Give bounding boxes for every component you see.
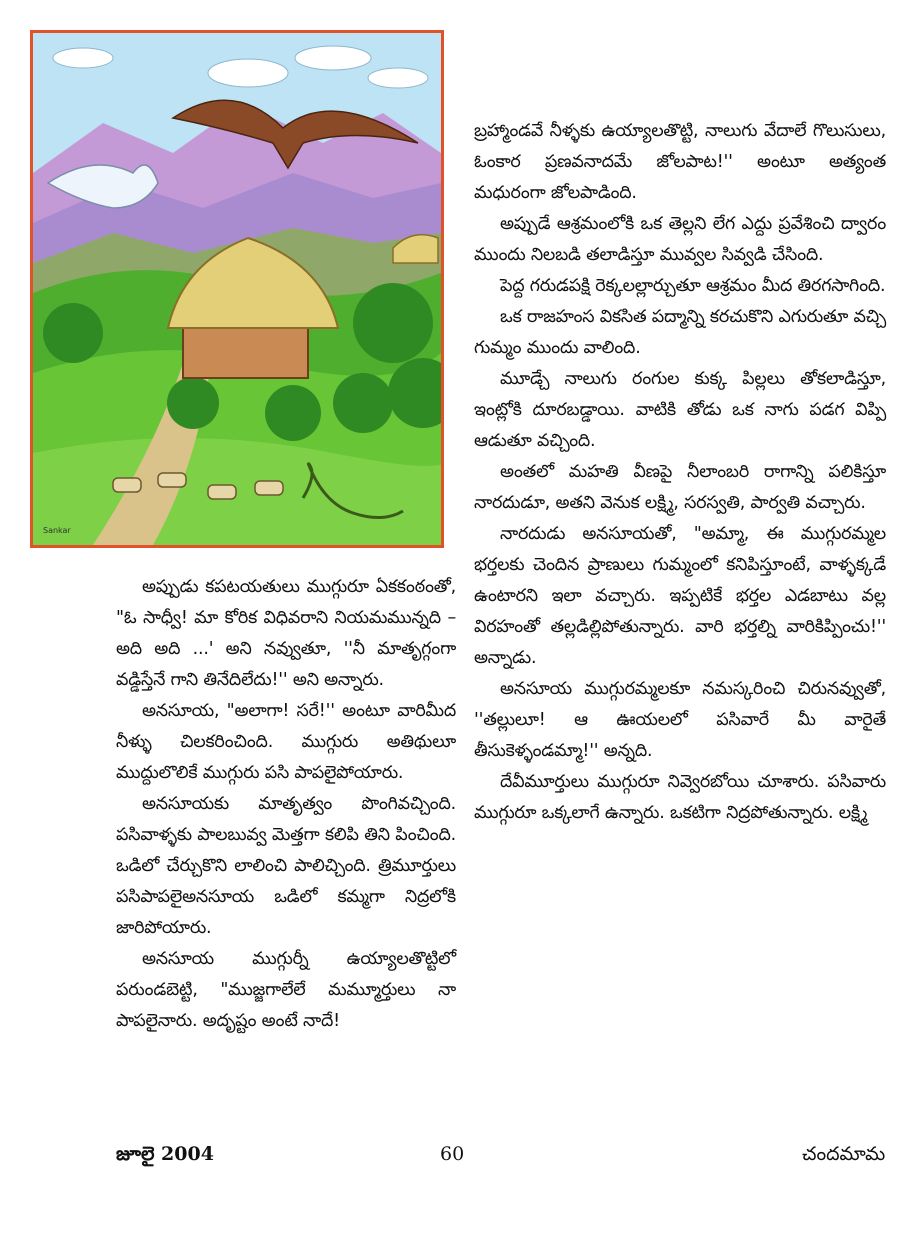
paragraph: అనసూయ, "అలాగా! సరే!'' అంటూ వారిమీద నీళ్ళు చిలకరించింది. ముగ్గురు అతిథులూ ముద్దులొలికే ముగ్గురు పసి పాపలైపోయారు. — [116, 701, 456, 783]
paragraph: మూడ్చే నాలుగు రంగుల కుక్క పిల్లలు తోకలాడిస్తూ, ఇంట్లోకి దూరబడ్డాయి. వాటికి తోడు ఒక నాగు పడగ విప్పి ఆడుతూ వచ్చింది. — [474, 369, 886, 451]
paragraph: నారదుడు అనసూయతో, "అమ్మా, ఈ ముగ్గురమ్మల భర్తలకు చెందిన ప్రాణులు గుమ్మంలో కనిపిస్తూంటే, వాళ్ళక్కడే ఉంటారని ఇలా వచ్చారు. ఇప్పటికే భర్తల ఎడబాటు వల్ల విరహంతో తల్లడిల్లిపోతున్నారు. వారి భర్తల్ని వారికిప్పించు!'' అన్నాడు. — [474, 524, 886, 668]
illustration-signature: Sankar — [43, 526, 71, 535]
paragraph: అంతలో మహతి వీణపై నీలాంబరి రాగాన్ని పలికిస్తూ నారదుడూ, అతని వెనుక లక్ష్మి, సరస్వతి, పార్వతి వచ్చారు. — [474, 462, 886, 513]
paragraph: అనసూయ ముగ్గురమ్మలకూ నమస్కరించి చిరునవ్వుతో, ''తల్లులూ! ఆ ఊయలలో పసివారే మీ వారైతే తీసుకెళ్ళండమ్మా!'' అన్నది. — [474, 679, 886, 761]
paragraph: అనసూయ ముగ్గుర్నీ ఉయ్యాలతొట్టిలో పరుండబెట్టి, "ముజ్జగాలేలే మమ్మూర్తులు నా పాపలైనారు. అదృష్టం అంటే నాదే! — [116, 949, 456, 1031]
story-illustration — [30, 30, 444, 548]
paragraph: దేవీమూర్తులు ముగ్గురూ నివ్వెరబోయి చూశారు. పసివారు ముగ్గురూ ఒక్కలాగే ఉన్నారు. ఒకటిగా నిద్రపోతున్నారు. లక్ష్మి — [474, 772, 886, 823]
village-hut-illustration — [33, 33, 441, 545]
paragraph: పెద్ద గరుడపక్షి రెక్కలల్లార్చుతూ ఆశ్రమం మీద తిరగసాగింది. — [500, 276, 886, 296]
paragraph: అప్పుడే ఆశ్రమంలోకి ఒక తెల్లని లేగ ఎద్దు ప్రవేశించి ద్వారం ముందు నిలబడి తలాడిస్తూ మువ్వల సివ్వడి చేసింది. — [474, 214, 886, 265]
page-number: 60 — [440, 1143, 465, 1165]
paragraph: ఒక రాజహంస వికసిత పద్మాన్ని కరచుకొని ఎగురుతూ వచ్చి గుమ్మం ముందు వాలింది. — [474, 307, 886, 358]
paragraph: అనసూయకు మాతృత్వం పొంగివచ్చింది. పసివాళ్ళకు పాలబువ్వ మెత్తగా కలిపి తిని పించింది. ఒడిలో చేర్చుకొని లాలించి పాలిచ్చింది. త్రిమూర్తులు పసిపాపలైఅనసూయ ఒడిలో కమ్మగా నిద్రలోకి జారిపోయారు. — [116, 794, 456, 938]
paragraph: అప్పుడు కపటయతులు ముగ్గురూ ఏకకంఠంతో, "ఓ సాధ్వీ! మా కోరిక విధివరాని నియమమున్నది – అది అది ...' అని నవ్వుతూ, ''నీ మాతృగ్గంగా వడ్డిస్తేనే గాని తినేదిలేదు!'' అని అన్నారు. — [116, 577, 456, 690]
issue-date: జూలై 2004 — [116, 1143, 214, 1165]
paragraph: బ్రహ్మాండవే నీళ్ళకు ఉయ్యాలతొట్టి, నాలుగు వేదాలే గొలుసులు, ఓంకార ప్రణవనాదమే జోలపాట!'' అంటూ అత్యంత మధురంగా జోలపాడింది. — [474, 121, 886, 203]
magazine-name: చందమామ — [802, 1143, 886, 1165]
left-text-column — [116, 572, 456, 1037]
right-text-column — [474, 116, 886, 829]
